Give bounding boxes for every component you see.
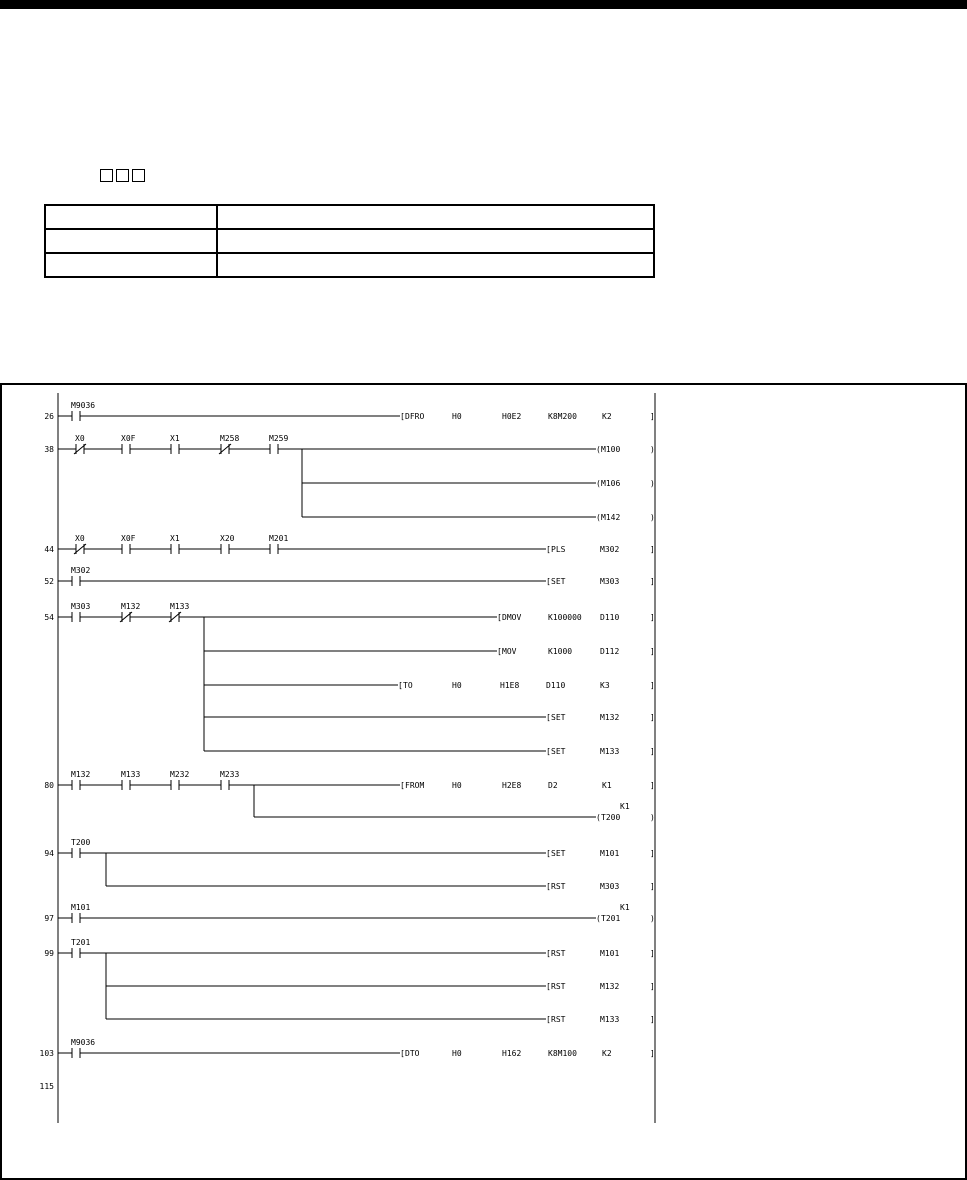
operand: M132 [600,982,620,991]
instruction-name: SET [551,577,566,586]
placeholder-box [132,169,145,182]
contact-label: T201 [71,938,91,947]
contact-label: T200 [71,838,91,847]
table-cell [45,253,217,277]
operand: H0 [452,1049,462,1058]
placeholder-box [116,169,129,182]
step-number: 94 [44,849,54,858]
inst-bracket-open: [ [497,613,502,622]
inst-bracket-open: [ [546,982,551,991]
inst-bracket-open: [ [400,781,405,790]
contact-label: X1 [170,434,180,443]
contact-label: M132 [71,770,91,779]
operand: M132 [600,713,620,722]
operand: M133 [600,1015,620,1024]
operand: K1 [602,781,612,790]
inst-bracket-open: [ [546,713,551,722]
inst-bracket-open: [ [398,681,403,690]
step-number: 52 [44,577,54,586]
operand: K2 [602,1049,612,1058]
step-number: 97 [44,914,54,923]
instruction-name: DFRO [405,412,425,421]
coil-label: T201 [601,914,621,923]
inst-bracket-close: ] [650,1049,655,1058]
instruction-name: PLS [551,545,566,554]
operand: K1000 [548,647,573,656]
operand: K100000 [548,613,582,622]
operand: M302 [600,545,620,554]
inst-bracket-open: [ [546,882,551,891]
contact-label: X1 [170,534,180,543]
operand: D110 [600,613,620,622]
instruction-name: RST [551,949,566,958]
table-cell [45,229,217,253]
operand: H162 [502,1049,522,1058]
operand: H0E2 [502,412,522,421]
step-number: 26 [44,412,54,421]
inst-bracket-close: ] [650,577,655,586]
contact-label: X0 [75,534,85,543]
contact-label: M233 [220,770,240,779]
coil-paren-close: ) [650,813,655,822]
inst-bracket-close: ] [650,849,655,858]
instruction-name: RST [551,882,566,891]
step-number: 99 [44,949,54,958]
coil-paren-open: ( [596,479,601,488]
inst-bracket-close: ] [650,613,655,622]
step-number: 103 [39,1049,54,1058]
step-number: 38 [44,445,54,454]
step-number: 80 [44,781,54,790]
operand: M101 [600,849,620,858]
instruction-name: DTO [405,1049,420,1058]
operand: D112 [600,647,620,656]
inst-bracket-open: [ [546,1015,551,1024]
inst-bracket-open: [ [546,545,551,554]
table-row [45,253,654,277]
contact-label: M133 [170,602,190,611]
coil-label: M106 [601,479,621,488]
instruction-name: FROM [405,781,425,790]
instruction-name: TO [403,681,413,690]
operand: K2 [602,412,612,421]
contact-label: X0 [75,434,85,443]
table-row [45,229,654,253]
contact-label: M133 [121,770,141,779]
coil-setpoint: K1 [620,903,630,912]
step-number: 115 [39,1082,54,1091]
contact-label: M132 [121,602,141,611]
operand: D2 [548,781,558,790]
coil-label: M142 [601,513,621,522]
step-number: 54 [44,613,54,622]
inst-bracket-close: ] [650,713,655,722]
contact-label: X0F [121,434,136,443]
coil-paren-close: ) [650,479,655,488]
table-row [45,205,654,229]
operand: M101 [600,949,620,958]
ladder-diagram [0,383,967,1180]
device-table [44,204,655,278]
contact-label: M302 [71,566,91,575]
operand: H0 [452,681,462,690]
contact-label: M259 [269,434,289,443]
coil-label: T200 [601,813,621,822]
operand: H2E8 [502,781,522,790]
inst-bracket-close: ] [650,747,655,756]
placeholder-boxes [100,169,145,182]
instruction-name: DMOV [502,613,522,622]
operand: H0 [452,412,462,421]
operand: H1E8 [500,681,520,690]
inst-bracket-close: ] [650,1015,655,1024]
coil-paren-open: ( [596,445,601,454]
instruction-name: SET [551,713,566,722]
inst-bracket-close: ] [650,647,655,656]
inst-bracket-open: [ [400,412,405,421]
instruction-name: SET [551,849,566,858]
inst-bracket-open: [ [497,647,502,656]
contact-label: M101 [71,903,91,912]
operand: K8M200 [548,412,577,421]
contact-label: M232 [170,770,190,779]
inst-bracket-open: [ [546,577,551,586]
table-cell [217,229,654,253]
instruction-name: RST [551,1015,566,1024]
operand: K8M100 [548,1049,577,1058]
coil-paren-open: ( [596,513,601,522]
inst-bracket-close: ] [650,781,655,790]
table-cell [217,205,654,229]
placeholder-box [100,169,113,182]
step-number: 44 [44,545,54,554]
coil-label: M100 [601,445,621,454]
operand: M303 [600,577,620,586]
operand: D110 [546,681,566,690]
inst-bracket-close: ] [650,681,655,690]
instruction-name: RST [551,982,566,991]
inst-bracket-close: ] [650,545,655,554]
coil-paren-close: ) [650,513,655,522]
coil-setpoint: K1 [620,802,630,811]
coil-paren-close: ) [650,914,655,923]
coil-paren-open: ( [596,813,601,822]
contact-label: X0F [121,534,136,543]
contact-label: X20 [220,534,235,543]
inst-bracket-open: [ [546,849,551,858]
contact-label: M201 [269,534,289,543]
inst-bracket-close: ] [650,949,655,958]
inst-bracket-open: [ [546,949,551,958]
contact-label: M9036 [71,1038,96,1047]
table-cell [45,205,217,229]
contact-label: M303 [71,602,91,611]
instruction-name: SET [551,747,566,756]
top-rule [0,0,967,9]
coil-paren-close: ) [650,445,655,454]
inst-bracket-close: ] [650,982,655,991]
inst-bracket-open: [ [546,747,551,756]
operand: M303 [600,882,620,891]
operand: H0 [452,781,462,790]
operand: M133 [600,747,620,756]
table-cell [217,253,654,277]
inst-bracket-close: ] [650,412,655,421]
instruction-name: MOV [502,647,517,656]
inst-bracket-open: [ [400,1049,405,1058]
coil-paren-open: ( [596,914,601,923]
operand: K3 [600,681,610,690]
inst-bracket-close: ] [650,882,655,891]
contact-label: M258 [220,434,240,443]
contact-label: M9036 [71,401,96,410]
